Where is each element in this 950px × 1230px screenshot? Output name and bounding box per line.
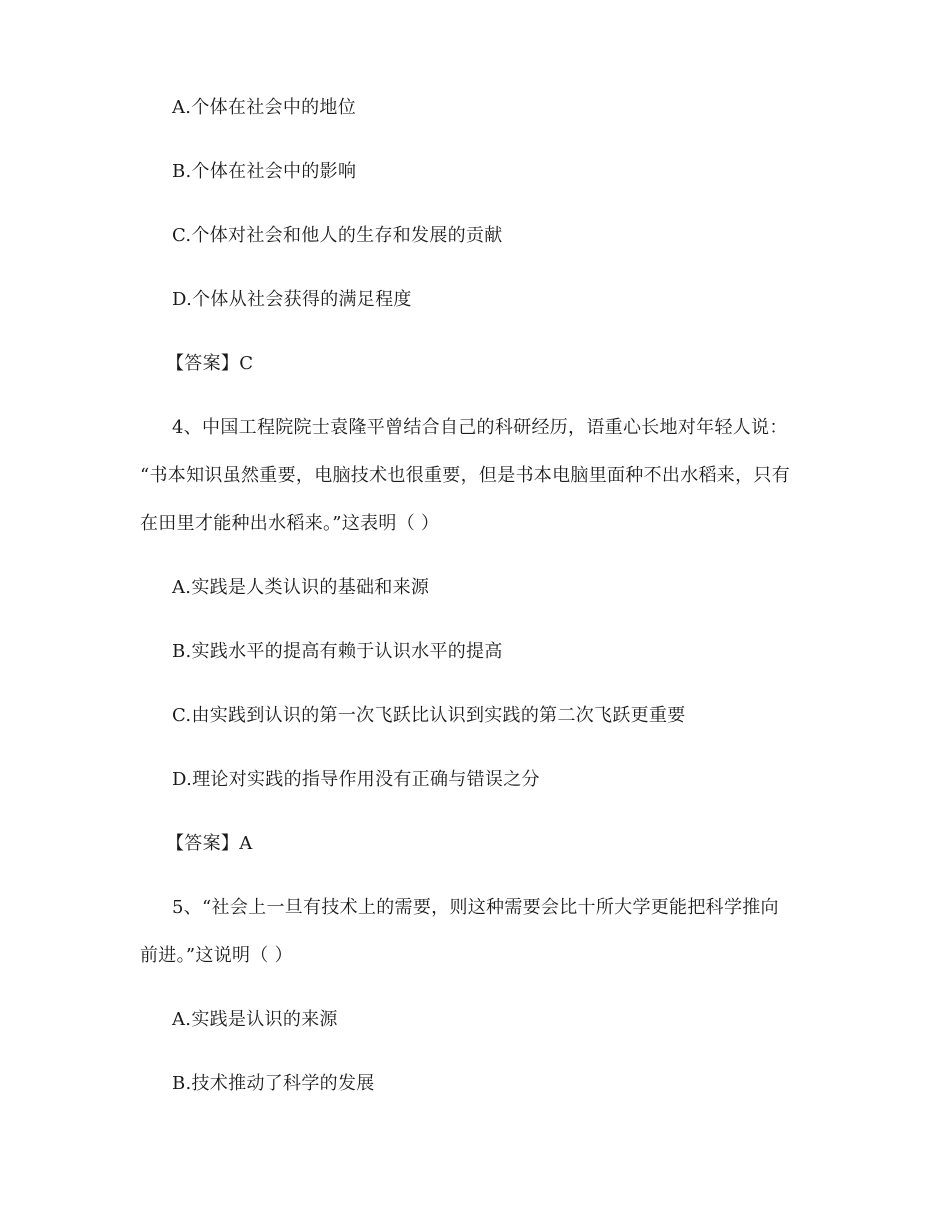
- q4-option-d: D.理论对实践的指导作用没有正确与错误之分: [172, 769, 540, 790]
- q3-option-d: D.个体从社会获得的满足程度: [172, 289, 412, 310]
- q5-option-b: B.技术推动了科学的发展: [172, 1073, 375, 1094]
- q4-option-a: A.实践是人类认识的基础和来源: [172, 577, 430, 598]
- q3-option-a: A.个体在社会中的地位: [172, 97, 357, 118]
- q4-stem-line-3: 在田里才能种出水稻来。”这表明（ ）: [140, 513, 440, 534]
- q4-stem-line-2: “书本知识虽然重要，电脑技术也很重要，但是书本电脑里面种不出水稻来，只有: [140, 465, 790, 486]
- q5-option-a: A.实践是认识的来源: [172, 1009, 338, 1030]
- q4-answer: 【答案】A: [166, 833, 253, 854]
- q4-option-b: B.实践水平的提高有赖于认识水平的提高: [172, 641, 503, 662]
- q3-option-c: C.个体对社会和他人的生存和发展的贡献: [172, 225, 503, 246]
- q4-option-c: C.由实践到认识的第一次飞跃比认识到实践的第二次飞跃更重要: [172, 705, 686, 726]
- q5-stem-line-1: 5、“社会上一旦有技术上的需要，则这种需要会比十所大学更能把科学推向: [172, 897, 779, 918]
- q3-option-b: B.个体在社会中的影响: [172, 161, 357, 182]
- q3-answer: 【答案】C: [166, 353, 254, 374]
- q5-stem-line-2: 前进。”这说明（ ）: [140, 945, 293, 966]
- q4-stem-line-1: 4、中国工程院院士袁隆平曾结合自己的科研经历，语重心长地对年轻人说：: [172, 417, 788, 438]
